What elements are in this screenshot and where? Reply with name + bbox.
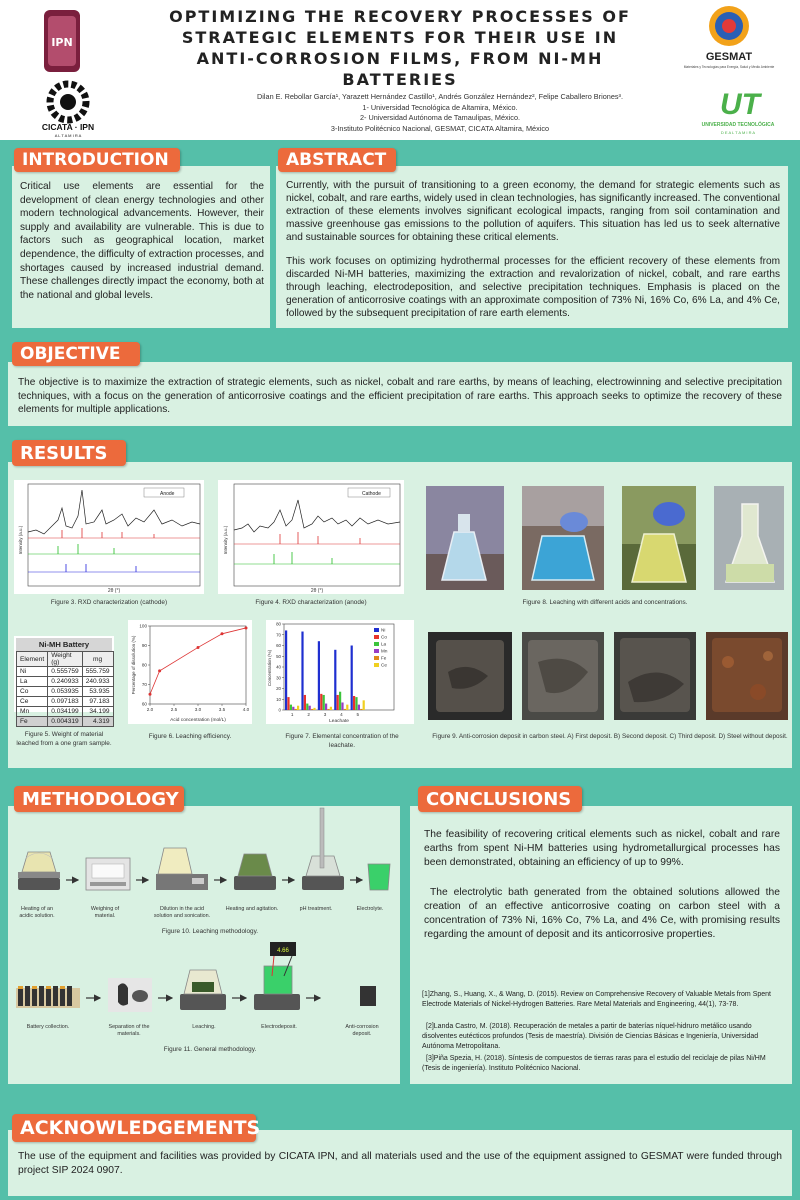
objective-heading: OBJECTIVE [12, 342, 140, 366]
fig6-plot-frame [150, 626, 246, 704]
figure-3-caption: Figure 3. RXD characterization (cathode) [50, 599, 168, 606]
figure-4-xrd [218, 480, 404, 594]
data-point [197, 646, 200, 649]
table-header-cell: Weight (g) [48, 652, 83, 667]
bar-Ni [285, 630, 287, 710]
x-tick-label: 5 [356, 712, 360, 717]
ut-logo-sub: UNIVERSIDAD TECNOLÓGICA [701, 122, 775, 128]
abstract-text-1: Currently, with the pursuit of transitioning to a green economy, the demand for strategic elements such as nickel, cobalt, and rare earths, widely used in clean technologies, has significantly increased. The conventional extraction of these elements involves significant ecological impacts, ranging from soil contamination and massive greenhouse gas emissions to the pollution of aquifers. This situation has led us to seek alternative and sustainable sources for obtaining these critical elements. [286, 180, 780, 243]
affiliation: 2- Universidad Autónoma de Tamaulipas, México. [359, 113, 521, 122]
figure-7-caption: Figure 7. Elemental concentration of the leachate. [285, 733, 399, 749]
bar-Co [304, 695, 306, 710]
data-point [149, 693, 152, 696]
bar-La [290, 705, 292, 710]
legend-swatch [374, 649, 379, 653]
figure-11-caption: Figure 11. General methodology. [163, 1046, 257, 1053]
hotplate-icon [18, 852, 60, 890]
x-tick-label: 3.0 [194, 707, 202, 712]
table-cell: Mn [17, 707, 48, 717]
figure-5-caption: Figure 5. Weight of material leached from a one gram sample. [16, 731, 112, 747]
bar-Ni [334, 650, 336, 710]
table-cell: 0.240933 [48, 677, 83, 687]
affiliation: 1- Universidad Tecnológica de Altamira, México. [362, 102, 518, 112]
fig3-xlabel: 2θ (°) [107, 588, 121, 594]
bar-Ni [318, 641, 320, 710]
y-tick-label: 80 [141, 662, 147, 668]
ipn-logo [38, 8, 86, 76]
data-point [245, 626, 248, 629]
figure-9-photos [428, 632, 788, 722]
y-tick-label: 70 [141, 682, 147, 688]
ut-logo-sub2: D E A L T A M I R A [720, 130, 756, 135]
leaching-photo-1 [426, 486, 504, 590]
table-cell: 34.199 [82, 707, 113, 717]
authors-block [230, 92, 650, 134]
fig4-xlabel: 2θ (°) [310, 588, 324, 594]
bar-Co [287, 697, 289, 710]
reference-3: [3]Piña Spezia, H. (2018). Síntesis de compuestos de tierras raras para el estudio del reciclaje de pilas Ni/HM (Tesis de ingeniería). Instituto Politécnico Nacional. [422, 1055, 766, 1072]
step11-label: Separation of the materials. [108, 1024, 150, 1037]
y-tick-label: 10 [276, 696, 281, 702]
ut-logo [692, 84, 784, 140]
legend-swatch [374, 628, 379, 632]
leaching-hotplate-icon [180, 970, 226, 1010]
electrodeposit-cell-icon [254, 942, 300, 1010]
deposit-photo-c [614, 632, 696, 720]
efficiency-series-line [150, 628, 246, 694]
conclusions-heading: CONCLUSIONS [418, 786, 582, 812]
x-tick-label: 4 [340, 712, 343, 717]
bar-Fe [327, 709, 329, 710]
cicata-logo-sub: A L T A M I R A [54, 133, 82, 138]
bar-Mn [325, 704, 327, 710]
table-title: Ni-MH Battery [16, 638, 112, 651]
acknowledgements-heading: ACKNOWLEDGEMENTS [12, 1114, 256, 1142]
bar-Mn [341, 702, 343, 710]
bar-La [323, 695, 325, 710]
table-cell: 555.759 [82, 667, 113, 677]
table-cell: 0.555759 [48, 667, 83, 677]
legend-swatch [374, 642, 379, 646]
y-tick-label: 60 [276, 643, 281, 649]
ut-logo-text: UT [720, 88, 760, 121]
poster-header [0, 0, 800, 140]
legend-label: Fe [381, 655, 387, 661]
title-line: OPTIMIZING THE RECOVERY PROCESSES OF [169, 7, 631, 26]
x-tick-label: 3 [323, 712, 327, 717]
step10-label: pH treatment. [299, 906, 333, 912]
bar-Ce [346, 705, 348, 710]
bar-Ce [330, 707, 332, 710]
table-row [17, 707, 114, 717]
bar-Ni [301, 632, 303, 710]
table-cell: Ni [17, 667, 48, 677]
step11-label: Electrodeposit. [261, 1024, 297, 1030]
y-tick-label: 70 [276, 632, 281, 638]
table-cell: 0.053935 [48, 687, 83, 697]
step10-label: Heating of an acidic solution. [19, 906, 55, 919]
y-tick-label: 0 [278, 707, 281, 713]
title-line: STRATEGIC ELEMENTS FOR THEIR USE IN [181, 28, 619, 47]
ipn-logo-text: IPN [51, 36, 73, 49]
figure-8-caption: Figure 8. Leaching with different acids and concentrations. [522, 599, 688, 606]
data-point [158, 669, 161, 672]
separated-materials-icon [108, 978, 152, 1012]
deposit-photo-d [706, 632, 788, 720]
x-tick-label: 1 [290, 712, 294, 717]
legend-label: La [381, 641, 387, 647]
title-line: BATTERIES [342, 70, 458, 89]
legend-swatch [374, 663, 379, 667]
table-cell: Ce [17, 697, 48, 707]
acknowledgements-text: The use of the equipment and facilities was provided by CICATA IPN, and all materials used and the use of the equipment assigned to GESMAT were funded through project SIP 2024 0907. [18, 1151, 782, 1176]
table-cell: 0.097183 [48, 697, 83, 707]
title-line: ANTI-CORROSION FILMS, FROM NI-MH [196, 49, 604, 68]
x-tick-label: 3.5 [218, 707, 226, 712]
figure-4-caption: Figure 4. RXD characterization (anode) [255, 599, 367, 606]
bar-Co [320, 694, 322, 710]
y-tick-label: 80 [276, 621, 281, 627]
fig6-xlabel: Acid concentration (mol/L) [170, 718, 226, 723]
figure-7-chart [266, 620, 414, 724]
legend-label: Co [381, 634, 387, 640]
figure-3-xrd [14, 480, 204, 594]
bar-Ce [297, 706, 299, 710]
figure-10-caption: Figure 10. Leaching methodology. [161, 928, 259, 935]
table-cell: 0.004319 [48, 717, 83, 727]
sonicator-icon [156, 848, 208, 890]
fig6-ylabel: Percentage of dissolution (%) [131, 635, 136, 695]
batteries-icon [16, 986, 80, 1008]
table-cell: 0.034199 [48, 707, 83, 717]
results-heading: RESULTS [12, 440, 126, 466]
table-row [17, 717, 114, 727]
gesmat-logo [683, 2, 775, 78]
gesmat-logo-text: GESMAT [705, 51, 753, 63]
bar-Mn [292, 707, 294, 710]
authors: Dilan E. Rebollar García¹, Yarazett Hernández Castillo¹, Andrés González Hernández², Felipe Caballero Briones³. [257, 92, 623, 101]
data-point [221, 632, 224, 635]
y-tick-label: 30 [276, 675, 281, 681]
balance-icon [86, 858, 130, 890]
legend-swatch [374, 656, 379, 660]
conclusions-text-1: The feasibility of recovering critical elements such as nickel, cobalt and rare earths from spent Ni-HM batteries using hydrometallurgical processes has been demonstrated, obtaining an efficiency of up to 99%. [424, 829, 780, 868]
y-tick-label: 40 [276, 664, 281, 670]
introduction-heading: INTRODUCTION [14, 148, 180, 172]
bar-Fe [344, 709, 346, 710]
figure-8-photos [424, 484, 786, 594]
fig3-ylabel: Intensity (a.u.) [18, 525, 23, 555]
fig7-xlabel: Leachate [329, 719, 349, 724]
table-row [17, 677, 114, 687]
step11-label: Anti-corrosion deposit. [345, 1024, 379, 1037]
objective-text: The objective is to maximize the extraction of strategic elements, such as nickel, cobalt and rare earths, by means of leaching, electrowinning and selective precipitation techniques, with a focus on the generation of anticorrosive coatings and the efficient precipitation of rare earths. This approach seeks to optimize the recovery of these elements for multiple applications. [18, 377, 782, 416]
leaching-photo-4 [714, 486, 784, 590]
x-tick-label: 2.5 [170, 707, 178, 712]
x-tick-label: 2.0 [146, 707, 154, 712]
y-tick-label: 60 [141, 701, 147, 707]
xrd-peaks-red [62, 528, 154, 538]
cicata-logo-text: CICATA · IPN [41, 122, 95, 132]
table-cell: 240.933 [82, 677, 113, 687]
meter-reading: 4.66 [277, 948, 289, 954]
step10-label: Weighing of material. [90, 906, 120, 919]
y-tick-label: 90 [141, 643, 147, 649]
step10-label: Heating and agitation. [225, 906, 279, 912]
reference-1: [1]Zhang, S., Huang, X., & Wang, D. (2015). Review on Comprehensive Recovery of Valuable Metals from Spent Electrode Materials of Nickel-Hydrogen Batteries. Rare Metal Materials and Engineering, 44(1), 73-78. [422, 991, 772, 1008]
bar-Mn [309, 706, 311, 710]
bar-La [339, 692, 341, 710]
conclusions-text-2: The electrolytic bath generated from the obtained solutions allowed the creation of an effective anticorrosive coating on carbon steel with a concentration of 73% Ni, 16% Co, 7% La, and 4% Ce, with promising results regarding the amount of deposit and its anticorrosive properties. [424, 887, 780, 940]
legend-label: Ni [381, 627, 386, 633]
electrolyte-beaker-icon [368, 864, 390, 890]
deposit-photo-b [522, 632, 604, 720]
deposit-photo-a [428, 632, 512, 720]
table-row [17, 687, 114, 697]
bar-Co [337, 695, 339, 710]
table-cell: 53.935 [82, 687, 113, 697]
cicata-logo [34, 78, 102, 138]
fig4-legend: Cathode [362, 491, 381, 497]
table-cell: 97.183 [82, 697, 113, 707]
abstract-text-2: This work focuses on optimizing hydrothermal processes for the efficient recovery of these elements from discarded Ni-MH batteries, maximizing the extraction and revalorization of nickel, cobalt, and rare earths through leaching, electrodeposition, and selective precipitation techniques. Emphasis is placed on the generation of anticorrosive coatings with an approximate composition of 73% Ni, 16% Co, 6% La, and 4% Ce, followed by the subsequent precipitation of rare earth elements. [286, 256, 780, 319]
figure-6-caption: Figure 6. Leaching efficiency. [148, 733, 232, 740]
leaching-photo-2 [522, 486, 604, 590]
x-tick-label: 4.0 [242, 707, 250, 712]
figure-5-table [14, 636, 114, 725]
fig3-legend: Anode [160, 491, 175, 497]
coated-steel-icon [360, 986, 376, 1006]
figure-9-caption: Figure 9. Anti-corrosion deposit in carbon steel. A) First deposit. B) Second deposit. C) Third deposit. D) Steel without deposit. [432, 733, 788, 740]
step10-label: Dilution in the acid solution and sonication. [153, 906, 211, 919]
y-tick-label: 50 [276, 653, 281, 659]
table-cell: La [17, 677, 48, 687]
bar-Fe [360, 709, 362, 710]
table-cell: Fe [17, 717, 48, 727]
methodology-heading: METHODOLOGY [14, 786, 184, 812]
step10-label: Electrolyte. [356, 906, 384, 912]
fig7-ylabel: Concentration (%) [267, 649, 272, 687]
bar-La [355, 697, 357, 710]
ph-meter-icon [302, 808, 344, 890]
table-cell: Co [17, 687, 48, 697]
stirring-hotplate-icon [234, 854, 276, 890]
battery-composition-table [16, 651, 114, 727]
bar-Ce [313, 708, 315, 710]
leaching-photo-3 [622, 486, 696, 590]
table-row [17, 667, 114, 677]
table-row [17, 697, 114, 707]
legend-label: Ce [381, 662, 387, 668]
bar-Ce [363, 700, 365, 710]
figure-6-chart [128, 620, 252, 724]
step11-label: Leaching. [192, 1024, 216, 1030]
table-header-cell: Element [17, 652, 48, 667]
bar-Ni [351, 646, 353, 711]
introduction-text: Critical use elements are essential for the development of clean energy technologies and other modern technological advancements. However, their supply and availability are vulnerable. This is due to factors such as geographical location, market dependence, the difficulty of extraction processes, and shortages caused by increased industrial demand. These challenges directly impact the economy, both at the national and global levels. [20, 181, 264, 301]
bar-La [306, 704, 308, 710]
y-tick-label: 100 [139, 623, 147, 629]
legend-label: Mn [381, 648, 388, 654]
step11-label: Battery collection. [26, 1024, 70, 1030]
table-cell: 4.319 [82, 717, 113, 727]
gesmat-logo-sub: Materiales y Tecnologías para Energía, Salud y Medio Ambiente [683, 65, 775, 69]
figure-10-diagram [12, 808, 398, 908]
bar-Fe [295, 709, 297, 710]
bar-Co [353, 696, 355, 710]
fig4-ylabel: Intensity (a.u.) [223, 525, 228, 555]
affiliation: 3-Instituto Politécnico Nacional, GESMAT, CICATA Altamira, México [330, 123, 550, 133]
table-header-cell: mg [82, 652, 113, 667]
legend-swatch [374, 635, 379, 639]
poster-title [160, 6, 640, 90]
figure-11-diagram [14, 942, 396, 1020]
abstract-heading: ABSTRACT [278, 148, 396, 172]
bar-Fe [311, 709, 313, 710]
bar-Mn [358, 705, 360, 710]
reference-2: [2]Landa Castro, M. (2018). Recuperación de metales a partir de baterías níquel-hidruro metálico usando disolventes eutécticos profundos (Tesis de maestría). División de Ciencias Básicas e Ingeniería, Universidad Autónoma Metropolitana. [422, 1023, 759, 1050]
x-tick-label: 2 [307, 712, 310, 717]
table-header-row [17, 652, 114, 667]
y-tick-label: 20 [276, 686, 281, 692]
